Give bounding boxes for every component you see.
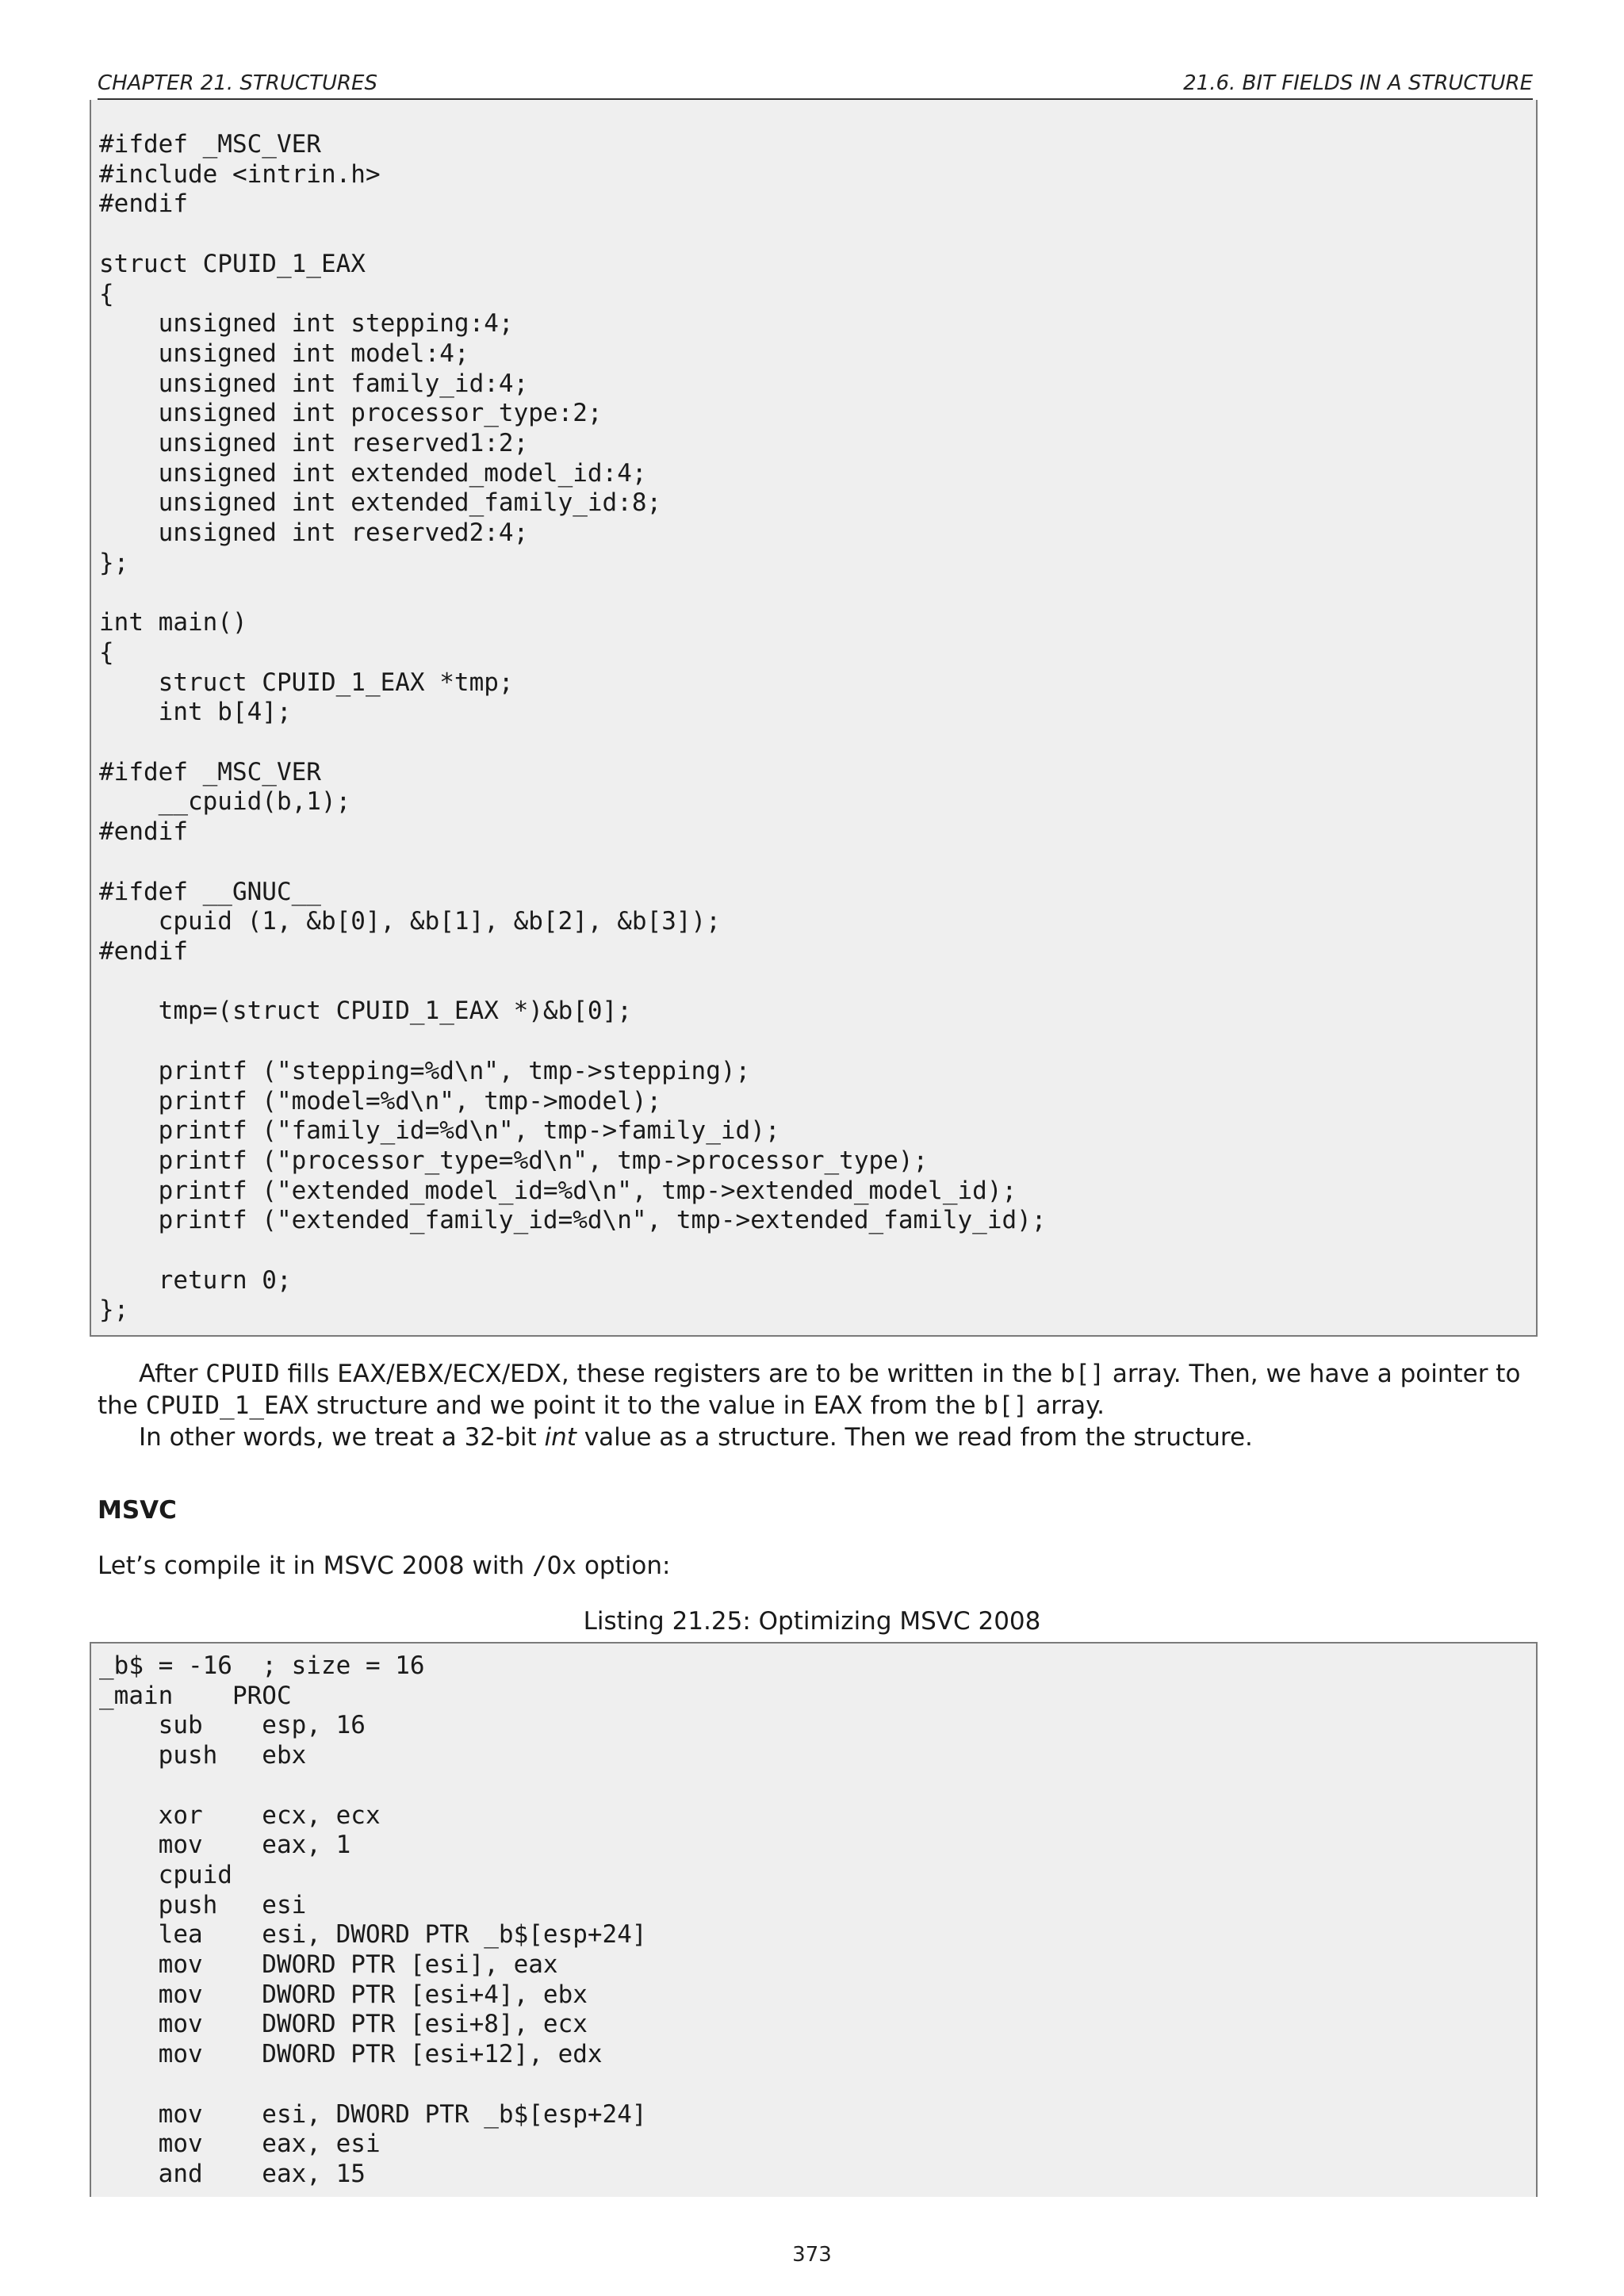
- text-run: Let’s compile it in MSVC 2008 with: [98, 1552, 533, 1580]
- italic-term: int: [544, 1423, 576, 1452]
- section-title-msvc: MSVC: [98, 1496, 177, 1525]
- page-number: 373: [792, 2243, 832, 2267]
- inline-code: CPUID_1_EAX: [145, 1391, 309, 1420]
- page-header: [98, 68, 1533, 100]
- text-run: structure and we point it to the value in EAX from the: [308, 1391, 984, 1420]
- listing-caption: Listing 21.25: Optimizing MSVC 2008: [583, 1607, 1041, 1636]
- text-run: option:: [576, 1552, 671, 1580]
- paragraph-int-as-structure: [98, 1422, 1533, 1453]
- text-run: In other words, we treat a 32-bit: [139, 1423, 545, 1452]
- text-run: array. Then, we have a pointer to the: [98, 1360, 1521, 1420]
- inline-code: b[]: [1060, 1360, 1105, 1388]
- inline-code: /Ox: [532, 1552, 577, 1580]
- paragraph-cpuid-explanation: [98, 1358, 1533, 1422]
- paragraph-compile-msvc: [98, 1550, 1533, 1582]
- code-listing-c-text: #ifdef _MSC_VER #include <intrin.h> #endif struct CPUID_1_EAX { unsigned int stepping:4; unsigned int model:4; unsigned int family_id:4; unsigned int processor_type:2; unsigned int reserved1:2; unsigned int extended_model_id:4; unsigned int extended_family_id:8; unsigned int reserved2:4; }; int main() { struct CPUID_1_EAX *tmp; int b[4]; #ifdef _MSC_VER __cpuid(b,1); #endif #ifdef __GNUC__ cpuid (1, &b[0], &b[1], &b[2], &b[3]); #endif tmp=(struct CPUID_1_EAX *)&b[0]; printf ("stepping=%d\n", tmp->stepping); printf ("model=%d\n", tmp->model); printf ("family_id=%d\n", tmp->family_id); printf ("processor_type=%d\n", tmp->processor_type); printf ("extended_model_id=%d\n", tmp->extended_model_id); printf ("extended_family_id=%d\n", tmp->extended_family_id); return 0; };: [99, 130, 1047, 1325]
- section-heading: 21.6. BIT FIELDS IN A STRUCTURE: [1183, 71, 1533, 95]
- chapter-title: CHAPTER 21. STRUCTURES: [98, 71, 377, 95]
- text-run: value as a structure. Then we read from the structure.: [576, 1423, 1253, 1452]
- inline-code: CPUID: [205, 1360, 280, 1388]
- text-run: After: [139, 1360, 206, 1388]
- text-run: array.: [1028, 1391, 1105, 1420]
- text-run: fills EAX/EBX/ECX/EDX, these registers are to be written in the: [279, 1360, 1061, 1388]
- code-listing-c: [90, 100, 1538, 1337]
- code-listing-asm: [90, 1642, 1538, 2197]
- code-listing-asm-text: _b$ = -16 ; size = 16 _main PROC sub esp, 16 push ebx xor ecx, ecx mov eax, 1 cpuid push esi lea esi, DWORD PTR _b$[esp+24] mov DWORD PTR [esi], eax mov DWORD PTR [esi+4], ebx mov DWORD PTR [esi+8], ecx mov DWORD PTR [esi+12], edx mov esi, DWORD PTR _b$[esp+24] mov eax, esi and eax, 15: [99, 1651, 647, 2188]
- inline-code: b[]: [983, 1391, 1028, 1420]
